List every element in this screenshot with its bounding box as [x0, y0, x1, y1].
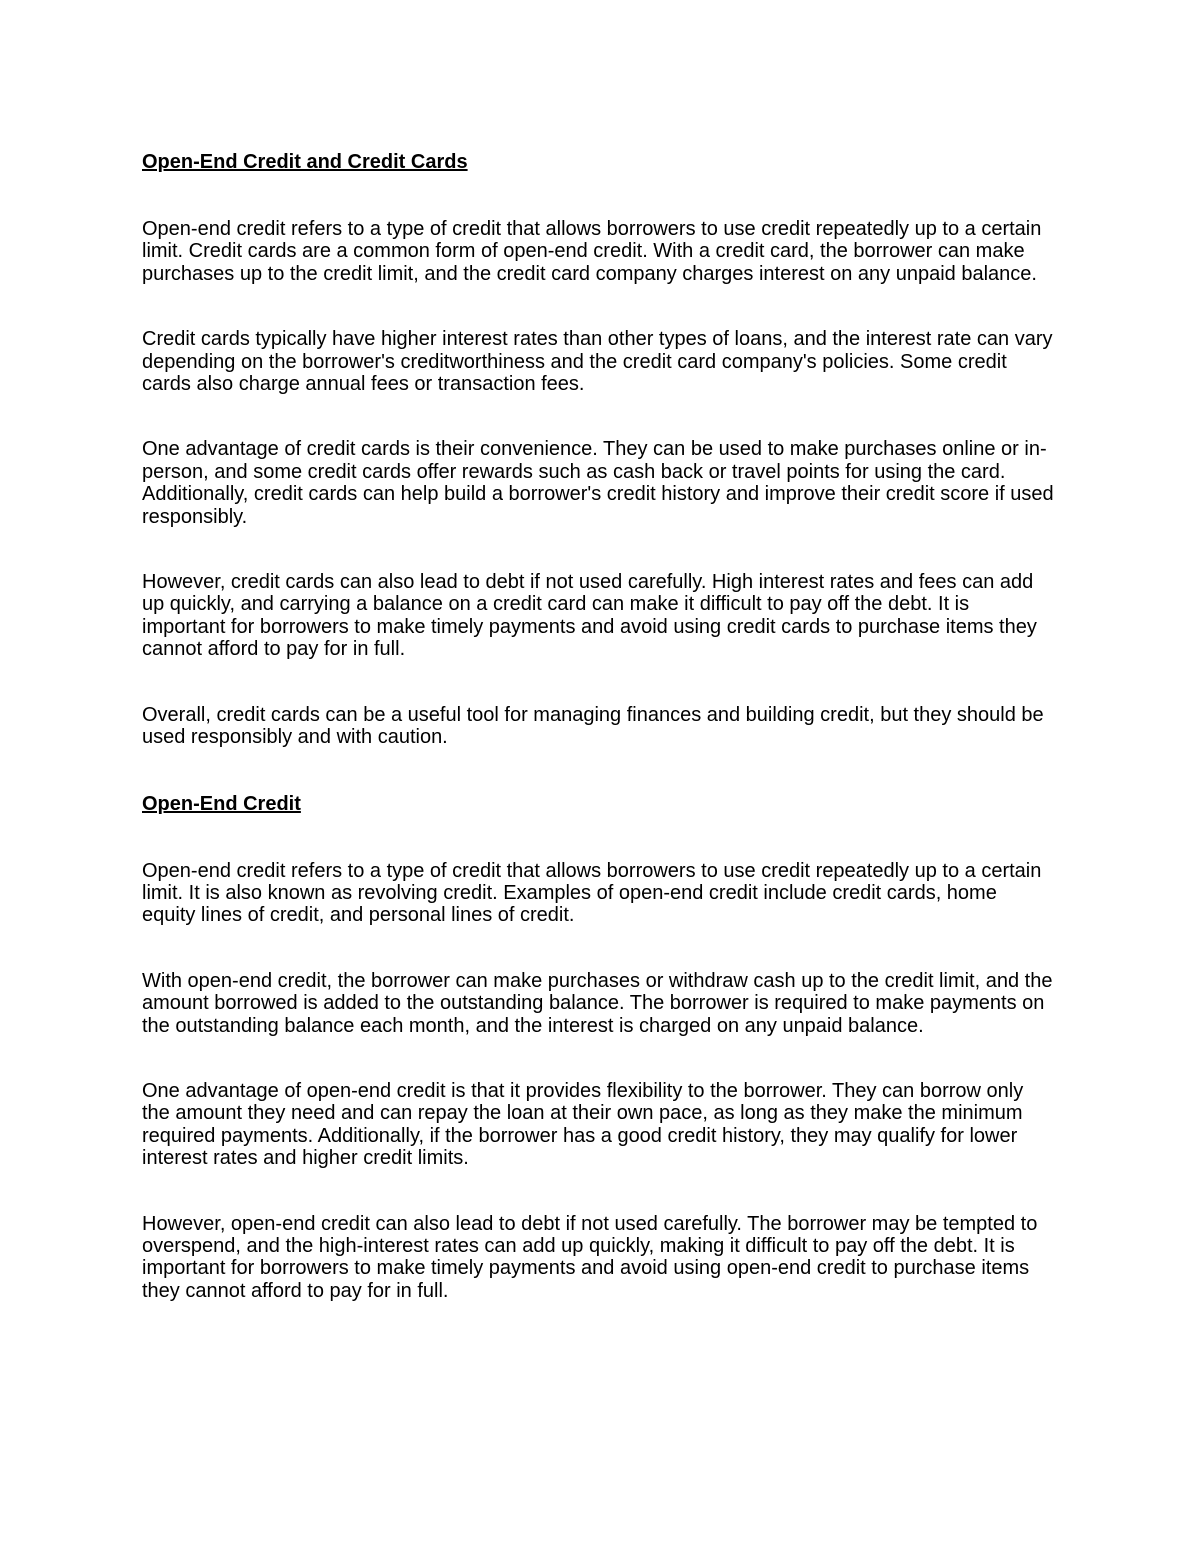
paragraph: One advantage of open-end credit is that it provides flexibility to the borrower. They can borrow only the amount they need and can repay the loan at their own pace, as long as they make the minimum required payments. Additionally, if the borrower has a good credit history, they may qualify for lower interest rates and higher credit limits.	[142, 1079, 1024, 1170]
paragraph: One advantage of credit cards is their convenience. They can be used to make purchases online or in-person, and some credit cards offer rewards such as cash back or travel points for using the card. Additionally, credit cards can help build a borrower's credit history and improve their credit score if used responsibly.	[142, 438, 1054, 528]
paragraph: Open-end credit refers to a type of credit that allows borrowers to use credit repeatedly up to a certain limit. Credit cards are a common form of open-end credit. With a credit card, the borrower can make purchases up to the credit limit, and the credit card company charges interest on any unpaid balance.	[142, 218, 1042, 285]
section-heading-open-end-credit: Open-End Credit	[142, 792, 301, 815]
paragraph: However, credit cards can also lead to debt if not used carefully. High interest rates and fees can add up quickly, and carrying a balance on a credit card can make it difficult to pay off the debt. It is important for borrowers to make timely payments and avoid using credit cards to purchase items they cannot afford to pay for in full.	[142, 571, 1037, 661]
paragraph: Credit cards typically have higher interest rates than other types of loans, and the interest rate can vary depending on the borrower's creditworthiness and the credit card company's policies. Some credit cards also charge annual fees or transaction fees.	[142, 328, 1053, 396]
section-heading-credit-cards: Open-End Credit and Credit Cards	[142, 151, 468, 173]
paragraph: Open-end credit refers to a type of credit that allows borrowers to use credit repeatedly up to a certain limit. It is also known as revolving credit. Examples of open-end credit include credit cards, home equity lines of credit, and personal lines of credit.	[142, 859, 1042, 927]
paragraph: With open-end credit, the borrower can make purchases or withdraw cash up to the credit limit, and the amount borrowed is added to the outstanding balance. The borrower is required to make payments on the outstanding balance each month, and the interest is charged on any unpaid balance.	[142, 969, 1053, 1037]
paragraph: Overall, credit cards can be a useful tool for managing finances and building credit, but they should be used responsibly and with caution.	[142, 703, 1044, 749]
document-body	[142, 150, 1054, 1302]
paragraph: However, open-end credit can also lead to debt if not used carefully. The borrower may be tempted to overspend, and the high-interest rates can add up quickly, making it difficult to pay off the debt. It is important for borrowers to make timely payments and avoid using open-end credit to purchase items they cannot afford to pay for in full.	[142, 1212, 1038, 1302]
